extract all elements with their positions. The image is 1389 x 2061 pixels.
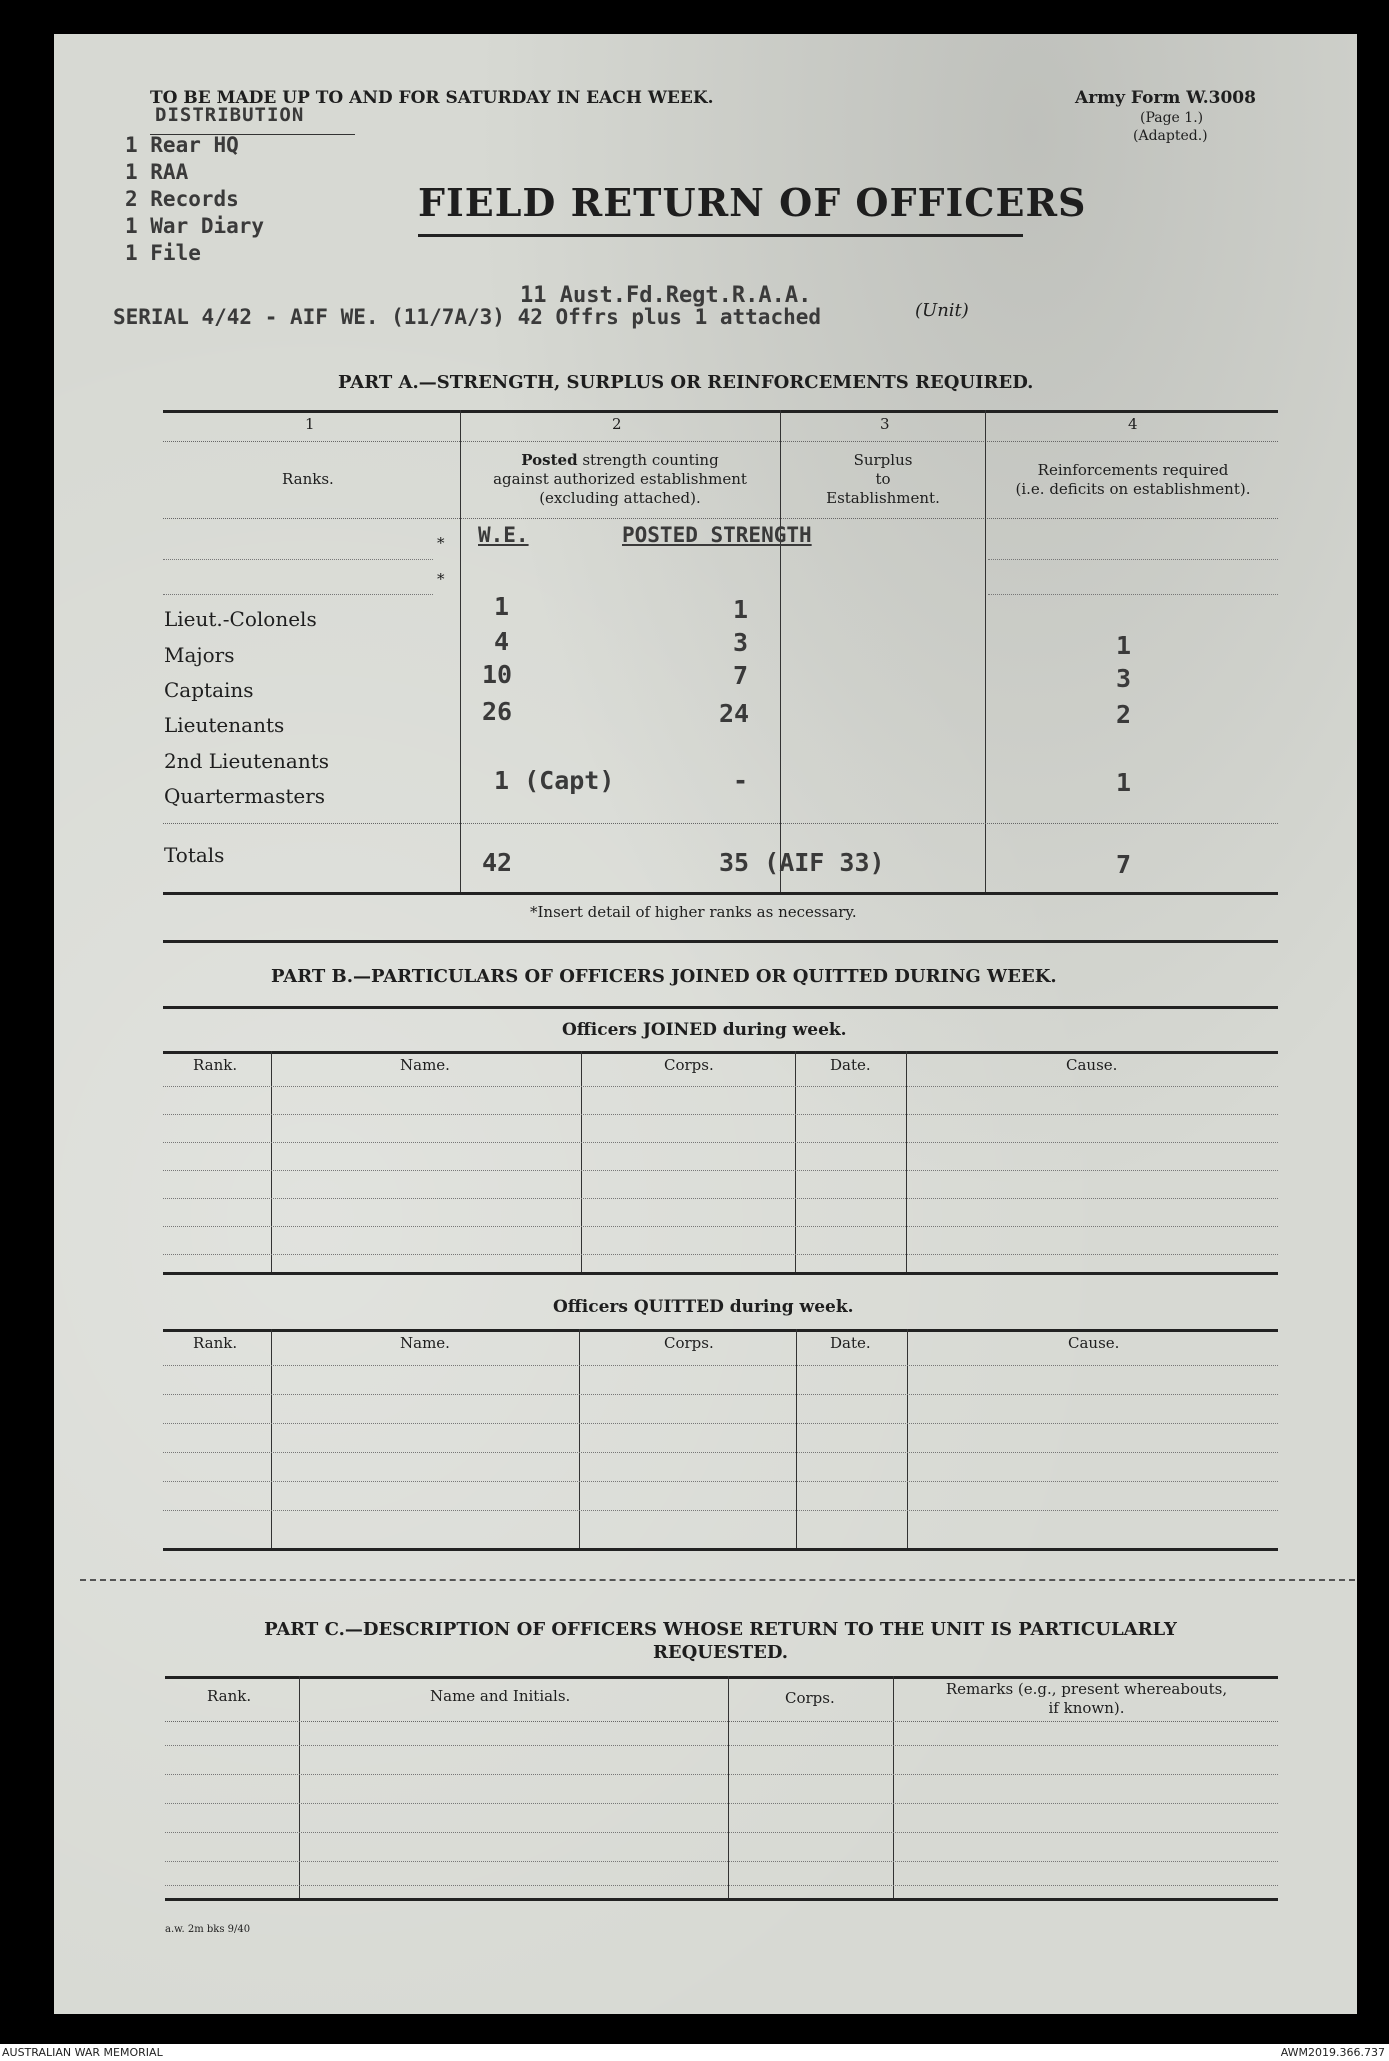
totals-reinf: 7 bbox=[1116, 850, 1132, 879]
we-value: 1 bbox=[494, 592, 510, 621]
joined-col-name: Name. bbox=[400, 1056, 450, 1074]
remarks-line2: if known). bbox=[1048, 1699, 1125, 1717]
reinf-value: 1 bbox=[1116, 768, 1132, 797]
archive-name: AUSTRALIAN WAR MEMORIAL bbox=[2, 2046, 163, 2059]
archive-id: AWM2019.366.737 bbox=[1280, 2046, 1385, 2059]
header-rule bbox=[163, 518, 1278, 519]
distribution-heading: DISTRIBUTION bbox=[155, 104, 305, 126]
surplus-header-line2: to bbox=[875, 470, 891, 488]
joined-bottom-rule bbox=[163, 1272, 1278, 1275]
surplus-header-line3: Establishment. bbox=[826, 489, 940, 507]
printer-mark: a.w. 2m bks 9/40 bbox=[165, 1924, 251, 1935]
form-adapted: (Adapted.) bbox=[1133, 128, 1208, 144]
part-c-heading-line1: PART C.—DESCRIPTION OF OFFICERS WHOSE RETURN TO THE UNIT IS PARTICULARLY bbox=[264, 1619, 1177, 1640]
part-b-top-rule bbox=[163, 1006, 1278, 1009]
quitted-col-divider bbox=[907, 1329, 908, 1549]
joined-row-rule bbox=[163, 1254, 1278, 1255]
posted-header bbox=[462, 451, 778, 508]
part-c-bottom-rule bbox=[165, 1898, 1278, 1901]
surplus-header-line1: Surplus bbox=[853, 451, 913, 469]
posted-value: 1 bbox=[733, 595, 749, 624]
serial-typed: SERIAL 4/42 - AIF WE. (11/7A/3) 42 Offrs plus 1 attached bbox=[113, 305, 822, 329]
posted-value: 7 bbox=[733, 661, 749, 690]
rank-label: Captains bbox=[164, 678, 254, 702]
quitted-col-divider bbox=[796, 1329, 797, 1549]
joined-row-rule bbox=[163, 1086, 1278, 1087]
dotted-rule bbox=[163, 594, 433, 595]
we-value: 4 bbox=[494, 627, 510, 656]
part-a-col-divider bbox=[460, 410, 461, 893]
quitted-row-rule bbox=[163, 1423, 1278, 1424]
posted-value: 24 bbox=[719, 699, 750, 728]
part-c-row-rule bbox=[165, 1832, 1278, 1833]
col-number-1: 1 bbox=[305, 415, 315, 433]
quitted-row-rule bbox=[163, 1365, 1278, 1366]
part-c-col-divider bbox=[893, 1676, 894, 1898]
part-c-row-rule bbox=[165, 1803, 1278, 1804]
quitted-header-rule bbox=[163, 1329, 1278, 1332]
part-c-row-rule bbox=[165, 1861, 1278, 1862]
part-b-heading: PART B.—PARTICULARS OF OFFICERS JOINED OR QUITTED DURING WEEK. bbox=[271, 966, 1057, 987]
totals-label: Totals bbox=[164, 843, 225, 867]
part-a-col-divider bbox=[780, 410, 781, 893]
form-page: (Page 1.) bbox=[1140, 110, 1204, 126]
part-c-row-rule bbox=[165, 1774, 1278, 1775]
part-c-col-divider bbox=[299, 1676, 300, 1898]
totals-posted: 35 (AIF 33) bbox=[719, 848, 885, 877]
page-title: FIELD RETURN OF OFFICERS bbox=[418, 180, 1087, 225]
joined-row-rule bbox=[163, 1226, 1278, 1227]
part-c-col-corps: Corps. bbox=[785, 1689, 835, 1707]
part-a-heading: PART A.—STRENGTH, SURPLUS OR REINFORCEMENTS REQUIRED. bbox=[338, 372, 1034, 393]
quitted-row-rule bbox=[163, 1481, 1278, 1482]
unit-typed: 11 Aust.Fd.Regt.R.A.A. bbox=[520, 283, 812, 308]
quitted-col-name: Name. bbox=[400, 1334, 450, 1352]
typed-posted-heading: POSTED STRENGTH bbox=[622, 523, 812, 547]
part-c-row-rule bbox=[165, 1885, 1278, 1886]
reinf-value: 3 bbox=[1116, 664, 1132, 693]
typed-we-heading: W.E. bbox=[478, 523, 529, 547]
col-number-rule bbox=[163, 441, 1278, 442]
posted-header-line2: against authorized establishment bbox=[493, 470, 747, 488]
joined-col-rank: Rank. bbox=[193, 1056, 238, 1074]
quitted-row-rule bbox=[163, 1510, 1278, 1511]
joined-col-date: Date. bbox=[830, 1056, 871, 1074]
posted-value: 3 bbox=[733, 628, 749, 657]
joined-col-corps: Corps. bbox=[664, 1056, 714, 1074]
surplus-header bbox=[782, 451, 984, 508]
reinf-header-line2: (i.e. deficits on establishment). bbox=[1015, 480, 1251, 498]
posted-header-text: strength counting bbox=[582, 451, 719, 469]
reinf-header-line1: Reinforcements required bbox=[1037, 461, 1229, 479]
part-c-row-rule bbox=[165, 1745, 1278, 1746]
rank-label: 2nd Lieutenants bbox=[164, 749, 330, 773]
posted-header-line3: (excluding attached). bbox=[539, 489, 701, 507]
quitted-col-rank: Rank. bbox=[193, 1334, 238, 1352]
quitted-row-rule bbox=[163, 1452, 1278, 1453]
part-a-end-rule bbox=[163, 940, 1278, 943]
quitted-row-rule bbox=[163, 1394, 1278, 1395]
rank-label: Majors bbox=[164, 643, 235, 667]
title-underline bbox=[418, 234, 1023, 237]
distribution-item: 1 File bbox=[125, 241, 201, 265]
joined-col-divider bbox=[906, 1051, 907, 1273]
rank-label: Lieutenants bbox=[164, 713, 285, 737]
posted-header-bold: Posted bbox=[521, 451, 578, 469]
part-c-col-divider bbox=[728, 1676, 729, 1898]
joined-col-divider bbox=[581, 1051, 582, 1273]
we-value: 26 bbox=[482, 697, 513, 726]
posted-value: - bbox=[733, 766, 749, 795]
asterisk-mark: * bbox=[437, 534, 445, 552]
joined-col-divider bbox=[795, 1051, 796, 1273]
distribution-item: 1 RAA bbox=[125, 160, 189, 184]
cut-line bbox=[80, 1579, 1355, 1581]
joined-row-rule bbox=[163, 1142, 1278, 1143]
distribution-item: 1 Rear HQ bbox=[125, 133, 239, 157]
distribution-item: 1 War Diary bbox=[125, 214, 265, 238]
rank-label: Lieut.-Colonels bbox=[164, 607, 317, 631]
asterisk-mark: * bbox=[437, 570, 445, 588]
quitted-col-divider bbox=[271, 1329, 272, 1549]
quitted-title: Officers QUITTED during week. bbox=[553, 1297, 854, 1317]
distribution-item: 2 Records bbox=[125, 187, 239, 211]
col-number-2: 2 bbox=[612, 415, 622, 433]
quitted-col-cause: Cause. bbox=[1068, 1334, 1120, 1352]
quitted-col-date: Date. bbox=[830, 1334, 871, 1352]
joined-col-cause: Cause. bbox=[1066, 1056, 1118, 1074]
part-a-footnote: *Insert detail of higher ranks as necessary. bbox=[530, 903, 857, 921]
joined-row-rule bbox=[163, 1170, 1278, 1171]
part-c-col-remarks bbox=[895, 1680, 1278, 1718]
dotted-rule bbox=[163, 559, 433, 560]
joined-row-rule bbox=[163, 1114, 1278, 1115]
instruction-text: TO BE MADE UP TO AND FOR SATURDAY IN EACH WEEK. bbox=[150, 88, 714, 108]
part-c-col-name: Name and Initials. bbox=[430, 1687, 571, 1705]
col-number-3: 3 bbox=[880, 415, 890, 433]
archive-footer bbox=[0, 2044, 1389, 2061]
part-a-top-rule bbox=[163, 410, 1278, 413]
we-value: 10 bbox=[482, 660, 513, 689]
joined-header-rule bbox=[163, 1051, 1278, 1054]
quitted-col-divider bbox=[579, 1329, 580, 1549]
remarks-line1: Remarks (e.g., present whereabouts, bbox=[945, 1680, 1228, 1698]
part-c-top-rule bbox=[165, 1676, 1278, 1679]
part-c-col-rank: Rank. bbox=[207, 1687, 252, 1705]
joined-title: Officers JOINED during week. bbox=[562, 1020, 847, 1040]
totals-rule bbox=[163, 823, 1278, 824]
reinf-value: 1 bbox=[1116, 631, 1132, 660]
joined-row-rule bbox=[163, 1198, 1278, 1199]
rank-label: Quartermasters bbox=[164, 784, 326, 808]
col-number-4: 4 bbox=[1128, 415, 1138, 433]
form-number: Army Form W.3008 bbox=[1075, 88, 1256, 108]
reinforcements-header bbox=[988, 461, 1278, 499]
distribution-list bbox=[125, 132, 264, 267]
part-c-heading-line2: REQUESTED. bbox=[652, 1642, 789, 1663]
totals-we: 42 bbox=[482, 848, 513, 877]
unit-label: (Unit) bbox=[915, 300, 969, 321]
quitted-bottom-rule bbox=[163, 1548, 1278, 1551]
part-a-bottom-rule bbox=[163, 892, 1278, 895]
dotted-rule bbox=[988, 594, 1278, 595]
reinf-value: 2 bbox=[1116, 700, 1132, 729]
part-c-heading bbox=[163, 1618, 1278, 1664]
part-c-row-rule bbox=[165, 1721, 1278, 1722]
ranks-header: Ranks. bbox=[282, 470, 334, 488]
quitted-col-corps: Corps. bbox=[664, 1334, 714, 1352]
dotted-rule bbox=[988, 559, 1278, 560]
part-a-col-divider bbox=[985, 410, 986, 893]
joined-col-divider bbox=[271, 1051, 272, 1273]
we-value: 1 (Capt) bbox=[494, 766, 615, 795]
